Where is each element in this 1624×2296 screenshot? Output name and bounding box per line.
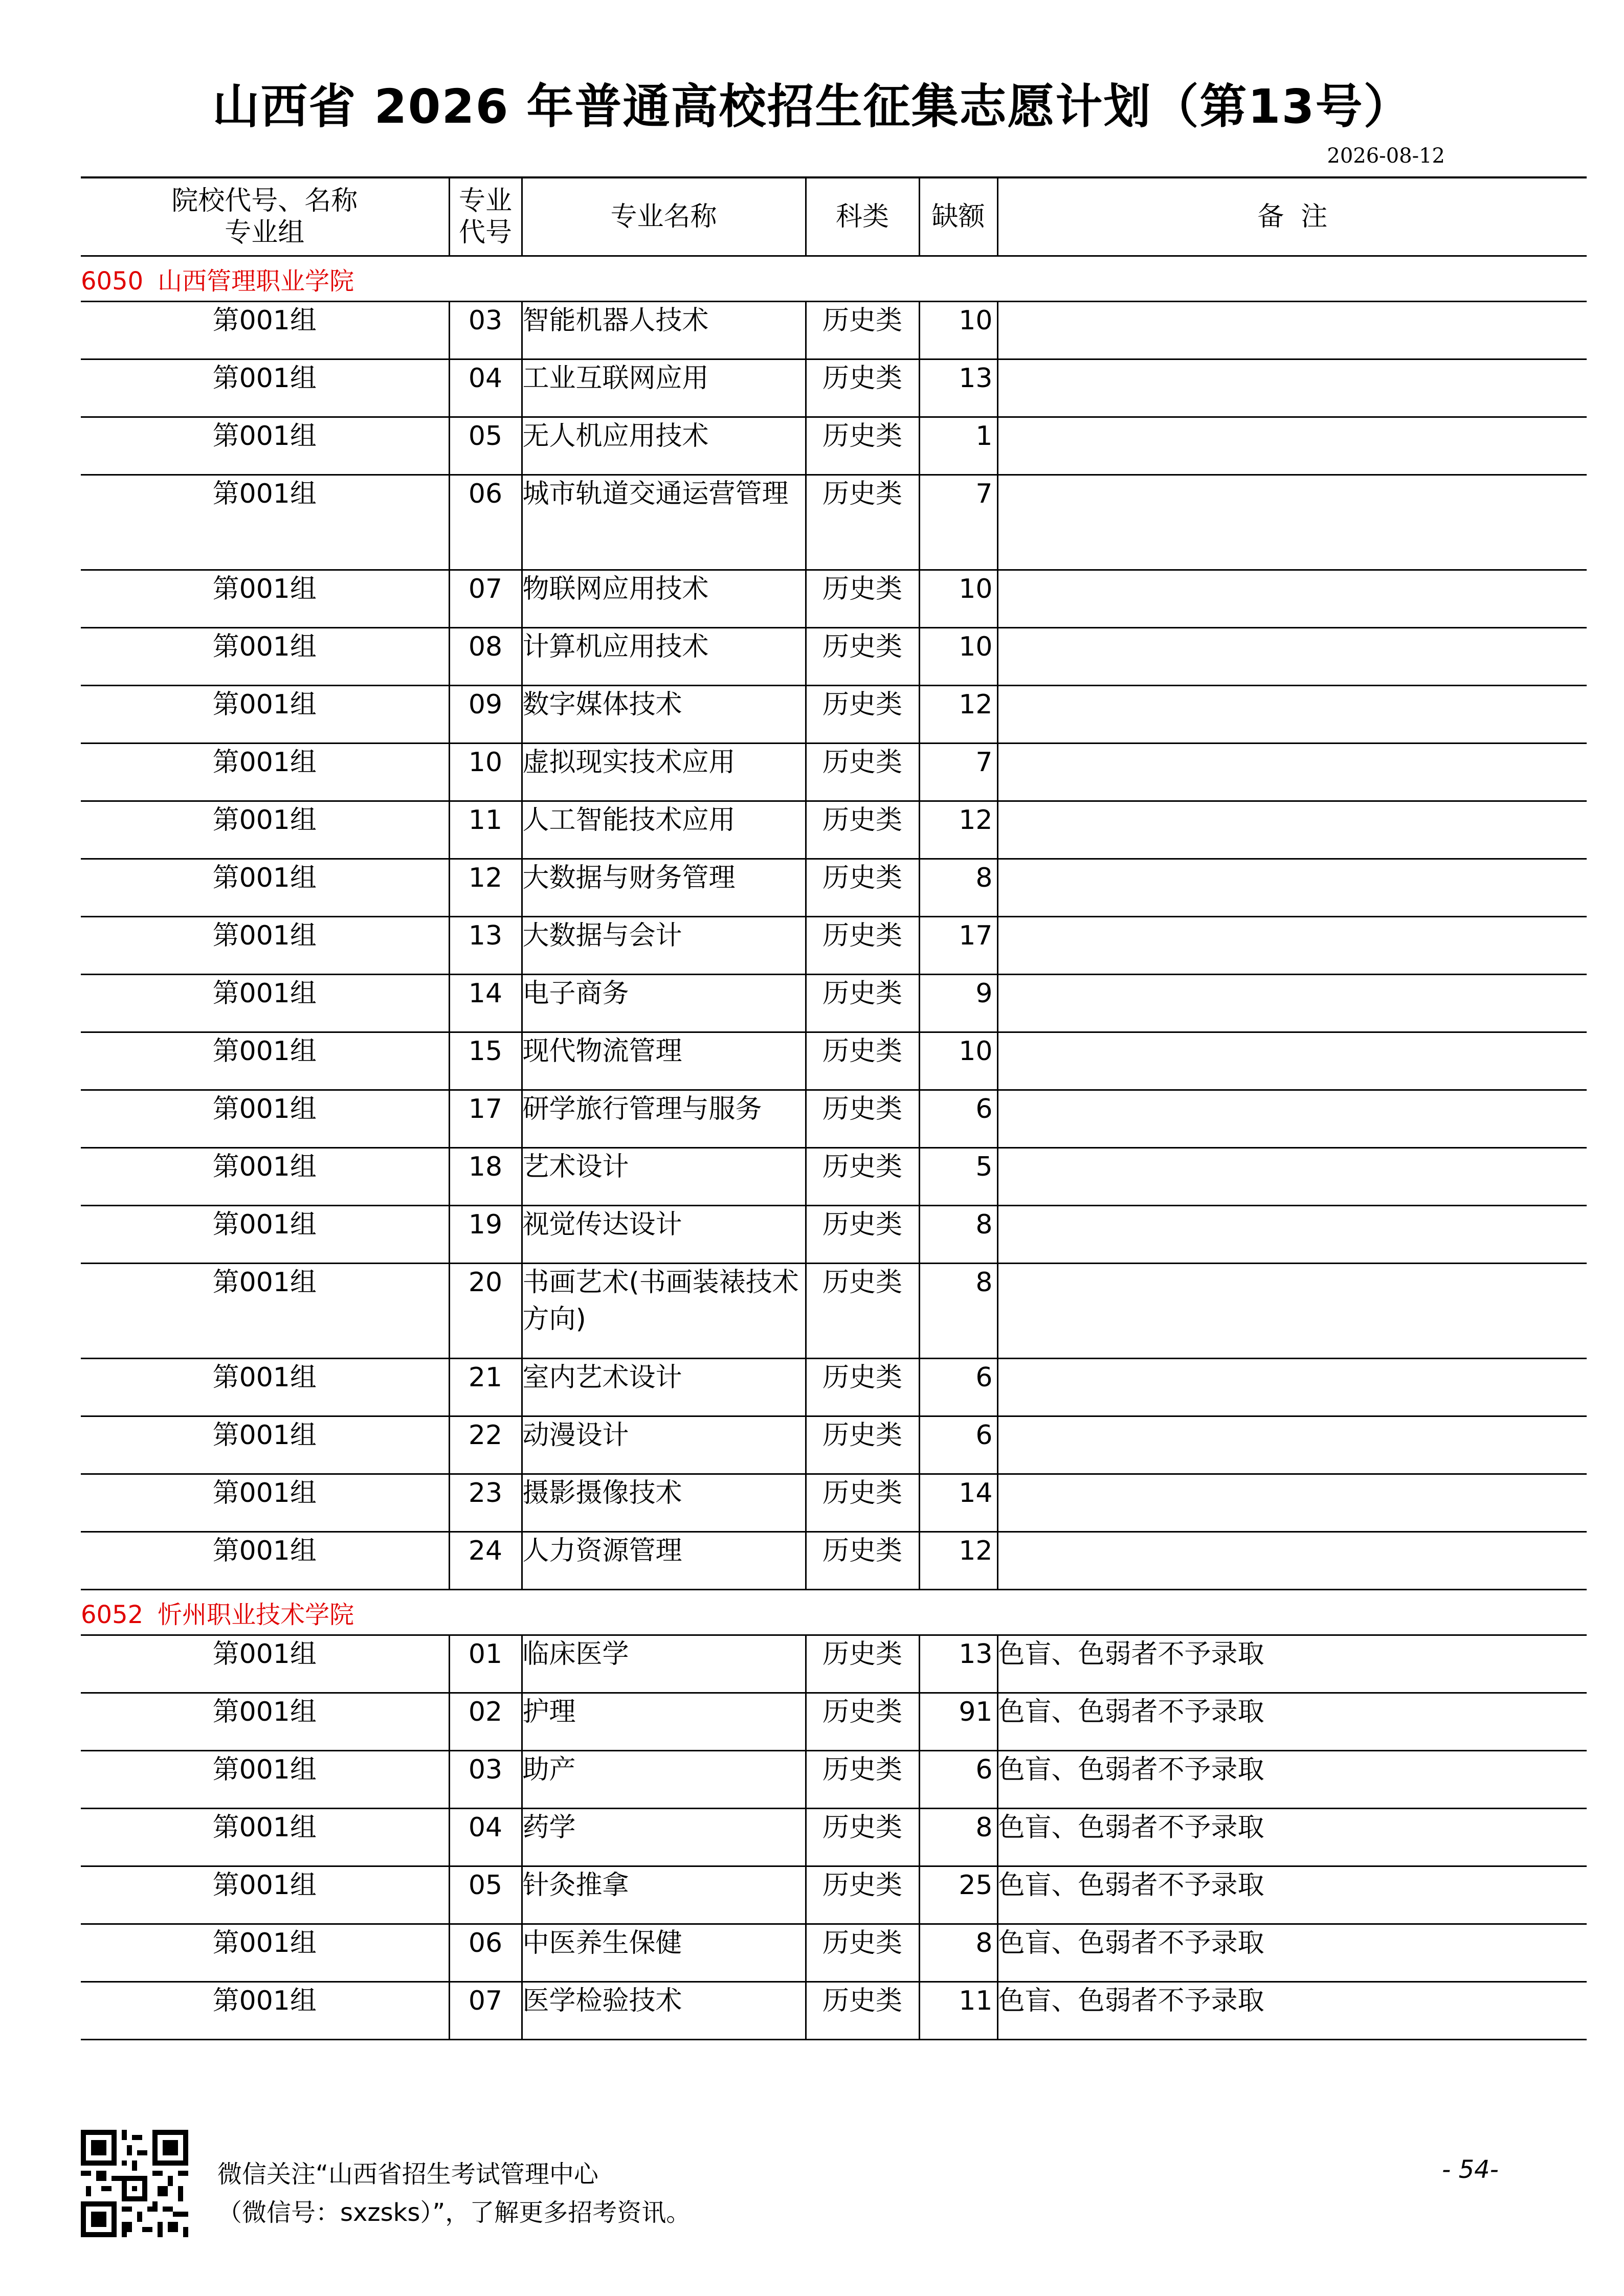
major-name-cell: 数字媒体技术 <box>522 686 806 744</box>
major-code-cell: 20 <box>449 1264 522 1359</box>
header-major-name: 专业名称 <box>522 177 806 256</box>
vacancy-cell: 8 <box>919 1206 997 1264</box>
major-code-cell: 22 <box>449 1416 522 1474</box>
group-cell: 第001组 <box>81 859 449 917</box>
major-code-cell: 24 <box>449 1532 522 1590</box>
note-cell <box>997 686 1587 744</box>
school-code: 6052 <box>81 1600 144 1629</box>
major-code-cell: 09 <box>449 686 522 744</box>
major-name-cell: 动漫设计 <box>522 1416 806 1474</box>
table-row <box>81 744 1587 801</box>
group-cell: 第001组 <box>81 1635 449 1693</box>
major-code-cell: 18 <box>449 1148 522 1206</box>
subject-type-cell: 历史类 <box>806 417 919 475</box>
major-code-cell: 19 <box>449 1206 522 1264</box>
subject-type-cell: 历史类 <box>806 302 919 359</box>
major-code-cell: 04 <box>449 359 522 417</box>
note-cell: 色盲、色弱者不予录取 <box>997 1635 1587 1693</box>
wechat-notice <box>217 2155 691 2232</box>
header-major-code: 专业 代号 <box>449 177 522 256</box>
table-row <box>81 628 1587 686</box>
note-cell: 色盲、色弱者不予录取 <box>997 1751 1587 1809</box>
note-cell <box>997 917 1587 975</box>
table-row <box>81 1206 1587 1264</box>
major-code-cell: 23 <box>449 1474 522 1532</box>
subject-type-cell: 历史类 <box>806 628 919 686</box>
subject-type-cell: 历史类 <box>806 359 919 417</box>
subject-type-cell: 历史类 <box>806 1693 919 1751</box>
group-cell: 第001组 <box>81 1866 449 1924</box>
note-cell <box>997 359 1587 417</box>
table-row <box>81 1982 1587 2040</box>
subject-type-cell: 历史类 <box>806 1635 919 1693</box>
school-code: 6050 <box>81 266 144 296</box>
note-cell <box>997 417 1587 475</box>
group-cell: 第001组 <box>81 1264 449 1359</box>
subject-type-cell: 历史类 <box>806 1982 919 2040</box>
table-row <box>81 475 1587 570</box>
major-name-cell: 大数据与会计 <box>522 917 806 975</box>
major-name-cell: 摄影摄像技术 <box>522 1474 806 1532</box>
group-cell: 第001组 <box>81 1532 449 1590</box>
school-header-row <box>81 1590 1587 1635</box>
group-cell: 第001组 <box>81 628 449 686</box>
table-row <box>81 686 1587 744</box>
group-cell: 第001组 <box>81 801 449 859</box>
school-header-row <box>81 256 1587 302</box>
major-code-cell: 08 <box>449 628 522 686</box>
major-code-cell: 07 <box>449 1982 522 2040</box>
group-cell: 第001组 <box>81 1809 449 1866</box>
note-cell <box>997 1264 1587 1359</box>
page-title: 山西省 2026 年普通高校招生征集志愿计划（第13号） <box>212 79 1412 134</box>
header-group: 院校代号、名称 专业组 <box>81 177 449 256</box>
subject-type-cell: 历史类 <box>806 1751 919 1809</box>
subject-type-cell: 历史类 <box>806 1532 919 1590</box>
header-note: 备 注 <box>997 177 1587 256</box>
table-row <box>81 1635 1587 1693</box>
major-name-cell: 研学旅行管理与服务 <box>522 1090 806 1148</box>
note-cell <box>997 475 1587 570</box>
table-row <box>81 359 1587 417</box>
note-cell <box>997 1032 1587 1090</box>
note-cell <box>997 859 1587 917</box>
group-cell: 第001组 <box>81 1032 449 1090</box>
vacancy-cell: 5 <box>919 1148 997 1206</box>
subject-type-cell: 历史类 <box>806 1264 919 1359</box>
major-name-cell: 现代物流管理 <box>522 1032 806 1090</box>
vacancy-cell: 12 <box>919 686 997 744</box>
table-body <box>81 256 1587 2040</box>
vacancy-cell: 10 <box>919 302 997 359</box>
table-row <box>81 1866 1587 1924</box>
subject-type-cell: 历史类 <box>806 1148 919 1206</box>
group-cell: 第001组 <box>81 917 449 975</box>
major-code-cell: 15 <box>449 1032 522 1090</box>
vacancy-cell: 8 <box>919 1809 997 1866</box>
major-name-cell: 虚拟现实技术应用 <box>522 744 806 801</box>
subject-type-cell: 历史类 <box>806 859 919 917</box>
group-cell: 第001组 <box>81 417 449 475</box>
major-code-cell: 12 <box>449 859 522 917</box>
subject-type-cell: 历史类 <box>806 1924 919 1982</box>
group-cell: 第001组 <box>81 686 449 744</box>
table-row <box>81 1090 1587 1148</box>
group-cell: 第001组 <box>81 475 449 570</box>
major-name-cell: 智能机器人技术 <box>522 302 806 359</box>
table-row <box>81 302 1587 359</box>
subject-type-cell: 历史类 <box>806 1206 919 1264</box>
table-row <box>81 1474 1587 1532</box>
major-name-cell: 物联网应用技术 <box>522 570 806 628</box>
note-cell: 色盲、色弱者不予录取 <box>997 1809 1587 1866</box>
vacancy-cell: 12 <box>919 801 997 859</box>
table-row <box>81 1751 1587 1809</box>
major-code-cell: 02 <box>449 1693 522 1751</box>
vacancy-cell: 13 <box>919 1635 997 1693</box>
major-code-cell: 17 <box>449 1090 522 1148</box>
major-code-cell: 14 <box>449 975 522 1032</box>
group-cell: 第001组 <box>81 1416 449 1474</box>
major-code-cell: 04 <box>449 1809 522 1866</box>
wechat-line-1: 微信关注“山西省招生考试管理中心 <box>217 2160 598 2189</box>
group-cell: 第001组 <box>81 1751 449 1809</box>
header-vacancy: 缺额 <box>919 177 997 256</box>
vacancy-cell: 8 <box>919 1264 997 1359</box>
major-code-cell: 06 <box>449 1924 522 1982</box>
note-cell <box>997 801 1587 859</box>
major-name-cell: 计算机应用技术 <box>522 628 806 686</box>
vacancy-cell: 1 <box>919 417 997 475</box>
note-cell: 色盲、色弱者不予录取 <box>997 1982 1587 2040</box>
major-name-cell: 室内艺术设计 <box>522 1359 806 1416</box>
major-name-cell: 助产 <box>522 1751 806 1809</box>
publish-date: 2026-08-12 <box>1327 144 1445 168</box>
table-row <box>81 570 1587 628</box>
subject-type-cell: 历史类 <box>806 1866 919 1924</box>
table-row <box>81 1693 1587 1751</box>
vacancy-cell: 6 <box>919 1751 997 1809</box>
subject-type-cell: 历史类 <box>806 475 919 570</box>
major-name-cell: 人力资源管理 <box>522 1532 806 1590</box>
group-cell: 第001组 <box>81 744 449 801</box>
vacancy-cell: 6 <box>919 1359 997 1416</box>
major-name-cell: 针灸推拿 <box>522 1866 806 1924</box>
school-name: 忻州职业技术学院 <box>158 1600 354 1629</box>
table-row <box>81 975 1587 1032</box>
school-header-cell <box>81 1590 1587 1635</box>
subject-type-cell: 历史类 <box>806 570 919 628</box>
major-code-cell: 03 <box>449 302 522 359</box>
table-row <box>81 417 1587 475</box>
note-cell <box>997 302 1587 359</box>
note-cell <box>997 1474 1587 1532</box>
note-cell: 色盲、色弱者不予录取 <box>997 1693 1587 1751</box>
note-cell <box>997 1148 1587 1206</box>
qr-code-icon <box>81 2130 188 2237</box>
major-name-cell: 工业互联网应用 <box>522 359 806 417</box>
vacancy-cell: 25 <box>919 1866 997 1924</box>
subject-type-cell: 历史类 <box>806 1416 919 1474</box>
group-cell: 第001组 <box>81 302 449 359</box>
group-cell: 第001组 <box>81 570 449 628</box>
vacancy-cell: 7 <box>919 475 997 570</box>
vacancy-cell: 10 <box>919 628 997 686</box>
note-cell <box>997 1090 1587 1148</box>
vacancy-cell: 91 <box>919 1693 997 1751</box>
table-row <box>81 801 1587 859</box>
vacancy-cell: 6 <box>919 1090 997 1148</box>
note-cell <box>997 1359 1587 1416</box>
major-name-cell: 医学检验技术 <box>522 1982 806 2040</box>
subject-type-cell: 历史类 <box>806 1359 919 1416</box>
major-name-cell: 护理 <box>522 1693 806 1751</box>
subject-type-cell: 历史类 <box>806 686 919 744</box>
group-cell: 第001组 <box>81 1359 449 1416</box>
page-number: - 54- <box>1442 2155 1499 2184</box>
major-name-cell: 临床医学 <box>522 1635 806 1693</box>
vacancy-cell: 17 <box>919 917 997 975</box>
school-header-cell <box>81 256 1587 302</box>
major-name-cell: 艺术设计 <box>522 1148 806 1206</box>
table-row <box>81 1416 1587 1474</box>
subject-type-cell: 历史类 <box>806 801 919 859</box>
group-cell: 第001组 <box>81 1924 449 1982</box>
major-code-cell: 11 <box>449 801 522 859</box>
table-header-row <box>81 177 1587 256</box>
vacancy-cell: 14 <box>919 1474 997 1532</box>
major-code-cell: 05 <box>449 1866 522 1924</box>
note-cell <box>997 975 1587 1032</box>
major-name-cell: 中医养生保健 <box>522 1924 806 1982</box>
group-cell: 第001组 <box>81 1090 449 1148</box>
major-code-cell: 05 <box>449 417 522 475</box>
enrollment-plan-table <box>81 176 1587 2040</box>
subject-type-cell: 历史类 <box>806 1032 919 1090</box>
note-cell <box>997 570 1587 628</box>
subject-type-cell: 历史类 <box>806 1090 919 1148</box>
subject-type-cell: 历史类 <box>806 917 919 975</box>
vacancy-cell: 8 <box>919 1924 997 1982</box>
major-code-cell: 01 <box>449 1635 522 1693</box>
major-name-cell: 药学 <box>522 1809 806 1866</box>
note-cell: 色盲、色弱者不予录取 <box>997 1866 1587 1924</box>
table-row <box>81 1809 1587 1866</box>
vacancy-cell: 12 <box>919 1532 997 1590</box>
table-row <box>81 1532 1587 1590</box>
header-subject-type: 科类 <box>806 177 919 256</box>
major-name-cell: 电子商务 <box>522 975 806 1032</box>
note-cell <box>997 628 1587 686</box>
subject-type-cell: 历史类 <box>806 744 919 801</box>
vacancy-cell: 7 <box>919 744 997 801</box>
group-cell: 第001组 <box>81 975 449 1032</box>
wechat-line-2: （微信号：sxzsks）”，了解更多招考资讯。 <box>217 2198 691 2227</box>
major-code-cell: 07 <box>449 570 522 628</box>
major-code-cell: 10 <box>449 744 522 801</box>
major-code-cell: 03 <box>449 1751 522 1809</box>
major-code-cell: 13 <box>449 917 522 975</box>
table-row <box>81 1032 1587 1090</box>
group-cell: 第001组 <box>81 1693 449 1751</box>
table-row <box>81 1148 1587 1206</box>
table-row <box>81 859 1587 917</box>
major-name-cell: 无人机应用技术 <box>522 417 806 475</box>
table-row <box>81 917 1587 975</box>
note-cell <box>997 1206 1587 1264</box>
group-cell: 第001组 <box>81 359 449 417</box>
vacancy-cell: 6 <box>919 1416 997 1474</box>
group-cell: 第001组 <box>81 1148 449 1206</box>
subject-type-cell: 历史类 <box>806 1474 919 1532</box>
group-cell: 第001组 <box>81 1982 449 2040</box>
table-row <box>81 1264 1587 1359</box>
major-name-cell: 城市轨道交通运营管理 <box>522 475 806 570</box>
vacancy-cell: 9 <box>919 975 997 1032</box>
note-cell <box>997 1416 1587 1474</box>
table-row <box>81 1359 1587 1416</box>
vacancy-cell: 10 <box>919 570 997 628</box>
major-name-cell: 书画艺术(书画装裱技术方向) <box>522 1264 806 1359</box>
group-cell: 第001组 <box>81 1206 449 1264</box>
major-name-cell: 大数据与财务管理 <box>522 859 806 917</box>
major-code-cell: 06 <box>449 475 522 570</box>
school-name: 山西管理职业学院 <box>158 266 354 296</box>
note-cell <box>997 1532 1587 1590</box>
vacancy-cell: 13 <box>919 359 997 417</box>
vacancy-cell: 10 <box>919 1032 997 1090</box>
major-name-cell: 视觉传达设计 <box>522 1206 806 1264</box>
major-code-cell: 21 <box>449 1359 522 1416</box>
major-name-cell: 人工智能技术应用 <box>522 801 806 859</box>
group-cell: 第001组 <box>81 1474 449 1532</box>
vacancy-cell: 11 <box>919 1982 997 2040</box>
table-row <box>81 1924 1587 1982</box>
vacancy-cell: 8 <box>919 859 997 917</box>
note-cell: 色盲、色弱者不予录取 <box>997 1924 1587 1982</box>
subject-type-cell: 历史类 <box>806 975 919 1032</box>
note-cell <box>997 744 1587 801</box>
subject-type-cell: 历史类 <box>806 1809 919 1866</box>
